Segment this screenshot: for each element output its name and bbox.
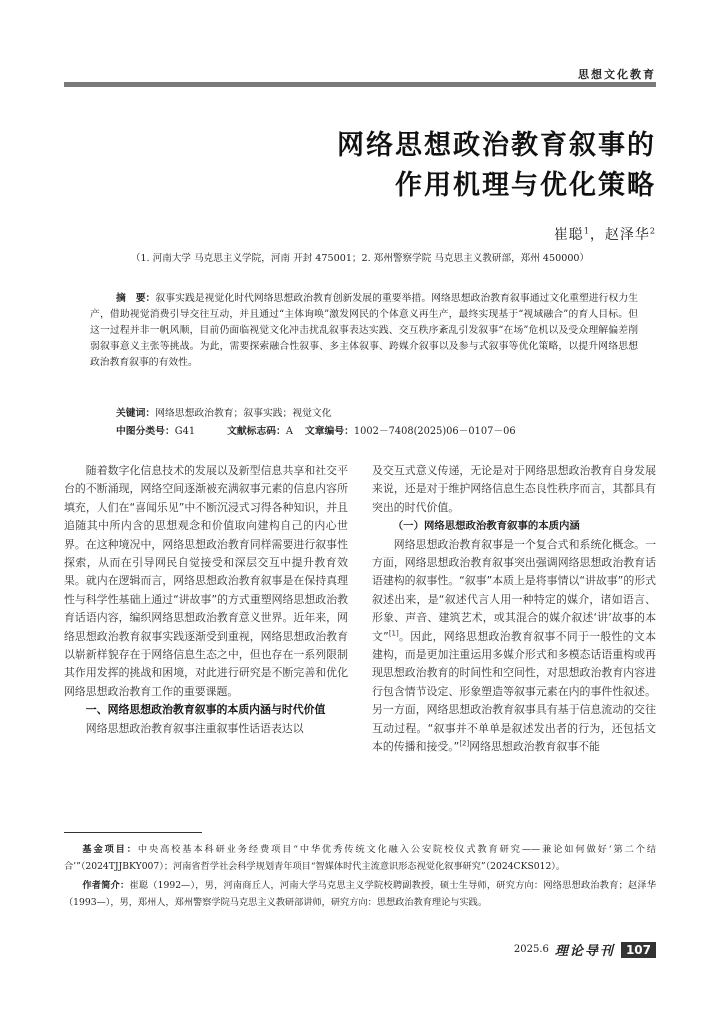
author-separator: ， [589, 227, 605, 243]
keywords-text: 网络思想政治教育；叙事实践；视觉文化 [155, 408, 332, 419]
clc-label: 中图分类号： [116, 426, 175, 437]
abstract-label: 摘 要： [116, 293, 156, 304]
affiliation: （1. 河南大学 马克思主义学院，河南 开封 475001；2. 郑州警察学院 马克思主义教研部，郑州 450000） [130, 253, 590, 264]
author-line [554, 224, 656, 244]
doccode-value: A [285, 426, 293, 437]
fund-text: 中央高校基本科研业务经费项目“中华优秀传统文化融入公安院校仪式教育研究——兼论如何做好‘第二个结合’”（2024TJJBKY007）；河南省哲学社会科学规划青年项目“智媒体时代主流意识形态视觉化叙事研究”（2024CKS012）。 [64, 844, 657, 872]
paragraph-text: 网络思想政治教育叙事是一个复合式和系统化概念。一方面，网络思想政治教育叙事突出强调网络思想政治教育话语建构的叙事性。“叙事”本质上是将事情以“讲故事”的形式叙述出来，是“叙述代言人用一种特定的媒介，诸如语言、形象、声音、建筑艺术，或其混合的媒介叙述‘讲’故事的本文” [372, 537, 656, 643]
citation-ref: [2] [459, 739, 470, 748]
author-bio [64, 877, 656, 911]
body-column-left [64, 462, 348, 738]
keywords-label: 关键词： [116, 408, 156, 419]
articleno-value: 1002－7408(2025)06－0107－06 [353, 426, 516, 437]
section-heading: 一、网络思想政治教育叙事的本质内涵与时代价值 [85, 703, 326, 717]
abstract [90, 291, 638, 371]
fund-note [64, 841, 656, 875]
author-affiliation-marker: 1 [583, 226, 590, 236]
article-title [337, 126, 656, 206]
paragraph-text: 。因此，网络思想政治教育叙事不同于一般性的文本建构，而是更加注重运用多媒介形式和多模态话语重构或再现思想政治教育的时间性和空间性，对思想政治教育内容进行包含情节设定、形象塑造等叙事元素在内的事件性叙述。另一方面，网络思想政治教育叙事具有基于信息流动的交往互动过程。“叙事并不单单是叙述发出者的行为，还包括文本的传播和接受。” [372, 629, 656, 754]
body-paragraph: 随着数字化信息技术的发展以及新型信息共享和社交平台的不断涌现，网络空间逐渐被充满叙事元素的信息内容所填充，人们在“喜闻乐见”中不断沉浸式习得各种知识，并且追随其中所内含的思想观念和价值取向建构自己的内心世界。在这种境况中，网络思想政治教育同样需要进行叙事性探索，从而在引导网民自觉接受和深层交互中提升教育效果。就内在逻辑而言，网络思想政治教育叙事是在保持真理性与科学性基础上通过“讲故事”的方式重塑网络思想政治教育话语内容，编织网络思想政治教育意义世界。近年来，网络思想政治教育叙事实践逐渐受到重视，网络思想政治教育以崭新样貌存在于网络信息生态之中，但也存在一系列限制其作用发挥的挑战和困境，对此进行研究是不断完善和优化网络思想政治教育工作的重要课题。 [64, 464, 348, 698]
page-number: 107 [621, 942, 656, 958]
articleno-label: 文章编号： [304, 426, 354, 437]
author-bio-label: 作者简介： [82, 880, 130, 891]
keywords-line [116, 405, 332, 419]
header-rule [64, 82, 656, 87]
author-name: 崔聪 [553, 227, 584, 243]
journal-name: 理论导刊 [554, 944, 615, 959]
running-header: 思想文化教育 [578, 68, 656, 81]
body-paragraph [372, 536, 656, 757]
title-line-1: 网络思想政治教育叙事的 [337, 130, 656, 161]
body-paragraph: 网络思想政治教育叙事注重叙事性话语表达以 [85, 721, 304, 735]
title-line-2: 作用机理与优化策略 [395, 170, 656, 201]
doccode-label: 文献标志码： [227, 426, 286, 437]
body-column-right [372, 462, 656, 757]
fund-label: 基金项目： [82, 844, 138, 855]
subsection-heading: （一）网络思想政治教育叙事的本质内涵 [392, 520, 580, 533]
author-affiliation-marker: 2 [649, 226, 656, 236]
footnotes [64, 841, 656, 913]
clc-value: G41 [174, 426, 196, 437]
page-footer [514, 940, 656, 959]
classification-line [116, 423, 516, 437]
author-name: 赵泽华 [604, 227, 650, 243]
citation-ref: [1] [388, 629, 399, 638]
issue-date: 2025.6 [513, 944, 549, 955]
abstract-text: 叙事实践是视觉化时代网络思想政治教育创新发展的重要举措。网络思想政治教育叙事通过文化重塑进行权力生产，借助视觉消费引导交往互动，并且通过“主体询唤”激发网民的个体意义再生产，最终实现基于“视域融合”的育人目标。但这一过程并非一帆风顺，目前仍面临视觉文化冲击扰乱叙事表达实践、交互秩序紊乱引发叙事“在场”危机以及受众理解偏差削弱叙事意义主张等挑战。为此，需要探索融合性叙事、多主体叙事、跨媒介叙事以及参与式叙事等优化策略，以提升网络思想政治教育叙事的有效性。 [90, 293, 639, 368]
body-paragraph: 及交互式意义传递，无论是对于网络思想政治教育自身发展来说，还是对于维护网络信息生态良性秩序而言，其都具有突出的时代价值。 [372, 464, 656, 514]
author-bio-text: 崔聪（1992—），男，河南商丘人，河南大学马克思主义学院校聘副教授，硕士生导师，研究方向：网络思想政治教育；赵泽华（1993—），男，郑州人，郑州警察学院马克思主义教研部讲师，研究方向：思想政治教育理论与实践。 [64, 880, 657, 908]
paragraph-text: 网络思想政治教育叙事不能 [469, 740, 600, 754]
footnote-rule [64, 832, 202, 833]
